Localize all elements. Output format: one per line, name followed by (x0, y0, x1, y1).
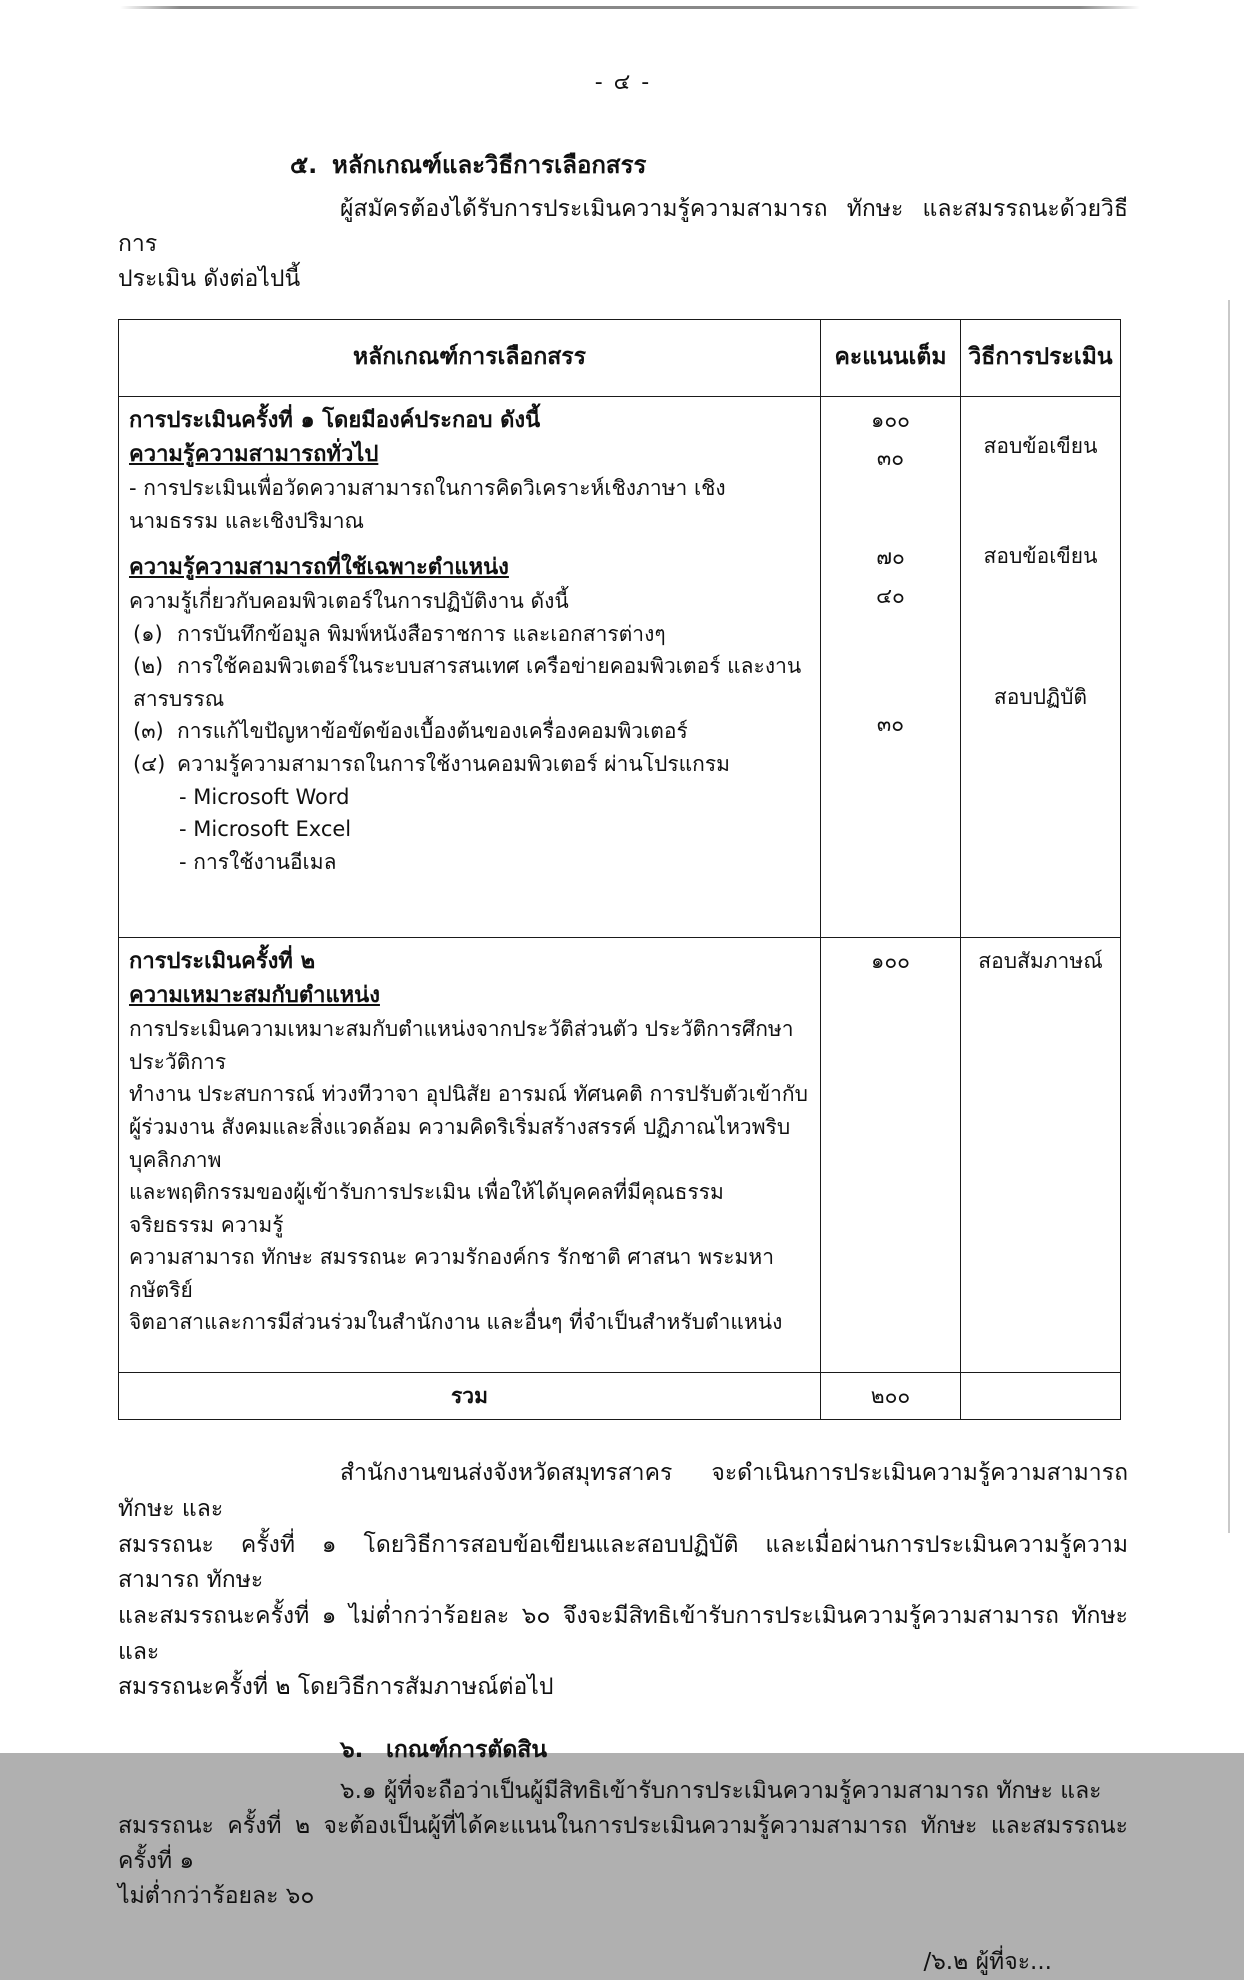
selection-criteria-table (118, 319, 1121, 1421)
round-2-heading: การประเมินครั้งที่ ๒ (129, 949, 316, 975)
round-2-body-line-2: ทำงาน ประสบการณ์ ท่วงทีวาจา อุปนิสัย อารมณ์ ทัศนคติ การปรับตัวเข้ากับ (129, 1082, 808, 1107)
section-6-title: เกณฑ์การตัดสิน (386, 1736, 548, 1763)
post-table-line-2: สมรรถนะ ครั้งที่ ๑ โดยวิธีการสอบข้อเขียนและสอบปฏิบัติ และเมื่อผ่านการประเมินความรู้ความสามารถ ทักษะ (118, 1531, 1128, 1594)
total-method-blank (961, 1372, 1121, 1420)
spacer (971, 573, 1110, 681)
round-1-sub1-body: - การประเมินเพื่อวัดความสามารถในการคิดวิเคราะห์เชิงภาษา เชิงนามธรรม และเชิงปริมาณ (129, 476, 726, 533)
round-1-heading: การประเมินครั้งที่ ๑ โดยมีองค์ประกอบ ดังนี้ (129, 407, 541, 433)
scan-artifact-right (1228, 300, 1230, 1533)
round-2-body-line-6: จิตอาสาและการมีส่วนร่วมในสำนักงาน และอื่นๆ ที่จำเป็นสำหรับตำแหน่ง (129, 1310, 783, 1335)
score-round-2: ๑๐๐ (871, 949, 910, 974)
section-5-intro (118, 192, 1128, 297)
item-text-1: การบันทึกข้อมูล พิมพ์หนังสือราชการ และเอกสารต่างๆ (177, 621, 666, 646)
score-practical: ๓๐ (876, 712, 905, 737)
header-score: คะแนนเต็ม (821, 319, 961, 396)
spacer (129, 1339, 810, 1365)
intro-line-1: ผู้สมัครต้องได้รับการประเมินความรู้ความสามารถ ทักษะ และสมรรถนะด้วยวิธีการ (118, 196, 1128, 257)
round-1-score-cell (821, 396, 961, 937)
round-2-score-cell (821, 938, 961, 1373)
intro-line-2: ประเมิน ดังต่อไปนี้ (118, 265, 301, 292)
score-computer-knowledge: ๔๐ (876, 583, 905, 608)
section-6-line-2: สมรรถนะ ครั้งที่ ๒ จะต้องเป็นผู้ที่ได้คะแนนในการประเมินความรู้ความสามารถ ทักษะ และสมรรถนะ ครั้งที่ ๑ (118, 1812, 1128, 1874)
item-marker-2: (๒) (133, 654, 164, 679)
round-1-item-2 (129, 650, 810, 715)
section-5-heading (118, 145, 1128, 184)
table-row-round-2 (119, 938, 1121, 1373)
round-1-item-4 (129, 748, 810, 781)
post-table-line-4: สมรรถนะครั้งที่ ๒ โดยวิธีการสัมภาษณ์ต่อไป (118, 1674, 554, 1701)
spacer (971, 462, 1110, 540)
round-1-item-3 (129, 715, 810, 748)
table-row-total (119, 1372, 1121, 1420)
item-marker-1: (๑) (133, 621, 163, 646)
spacer (129, 878, 810, 930)
total-label: รวม (119, 1372, 821, 1420)
round-2-sub-title: ความเหมาะสมกับตำแหน่ง (129, 983, 380, 1009)
round-2-body-line-1: การประเมินความเหมาะสมกับตำแหน่งจากประวัติส่วนตัว ประวัติการศึกษา ประวัติการ (129, 1017, 794, 1074)
section-5-number: ๕. (290, 151, 318, 179)
post-table-line-1: สำนักงานขนส่งจังหวัดสมุทรสาคร จะดำเนินการประเมินความรู้ความสามารถ ทักษะ และ (118, 1460, 1128, 1522)
spacer (971, 404, 1110, 430)
round-2-body-line-3: ผู้ร่วมงาน สังคมและสิ่งแวดล้อม ความคิดริเริ่มสร้างสรรค์ ปฏิภาณไหวพริบ บุคลิกภาพ (129, 1114, 791, 1172)
spacer (129, 537, 810, 551)
method-practical: สอบปฏิบัติ (993, 684, 1088, 709)
page-content (118, 64, 1128, 1980)
section-6-heading (118, 1732, 1128, 1768)
table-header-row (119, 319, 1121, 396)
method-written-2: สอบข้อเขียน (983, 544, 1098, 569)
round-2-body-line-5: ความสามารถ ทักษะ สมรรถนะ ความรักองค์กร รักชาติ ศาสนา พระมหากษัตริย์ (129, 1245, 775, 1302)
score-specific-knowledge: ๗๐ (876, 544, 905, 569)
item-text-4: ความรู้ความสามารถในการใช้งานคอมพิวเตอร์ ผ่านโปรแกรม (177, 751, 731, 776)
item-text-2: การใช้คอมพิวเตอร์ในระบบสารสนเทศ เครือข่ายคอมพิวเตอร์ และงานสารบรรณ (133, 654, 802, 711)
round-1-sub2-title: ความรู้ความสามารถที่ใช้เฉพาะตำแหน่ง (129, 555, 509, 581)
method-interview: สอบสัมภาษณ์ (978, 949, 1103, 974)
round-1-subitem-2: - Microsoft Excel (179, 817, 352, 842)
item-marker-4: (๔) (133, 751, 166, 776)
score-round-1-total: ๑๐๐ (871, 407, 910, 432)
item-text-3: การแก้ไขปัญหาข้อขัดข้องเบื้องต้นของเครื่องคอมพิวเตอร์ (177, 719, 688, 744)
scan-artifact-top (0, 6, 1244, 9)
round-2-body-line-4: และพฤติกรรมของผู้เข้ารับการประเมิน เพื่อให้ได้บุคคลที่มีคุณธรรม จริยธรรม ความรู้ (129, 1180, 724, 1237)
round-2-method-cell (961, 938, 1121, 1373)
round-1-sub2-body: ความรู้เกี่ยวกับคอมพิวเตอร์ในการปฏิบัติงาน ดังนี้ (129, 589, 569, 614)
header-method: วิธีการประเมิน (961, 319, 1121, 396)
section-6-body (118, 1774, 1128, 1914)
page-number: - ๔ - (594, 70, 652, 95)
total-score: ๒๐๐ (821, 1372, 961, 1420)
spacer (831, 612, 950, 708)
continuation-note: /๖.๒ ผู้ที่จะ... (923, 1948, 1052, 1975)
section-6-line-1: ๖.๑ ผู้ที่จะถือว่าเป็นผู้มีสิทธิเข้ารับการประเมินความรู้ความสามารถ ทักษะ และ (340, 1777, 1102, 1804)
header-criteria: หลักเกณฑ์การเลือกสรร (119, 319, 821, 396)
round-1-sub1-title: ความรู้ความสามารถทั่วไป (129, 441, 379, 467)
method-written-1: สอบข้อเขียน (983, 433, 1098, 458)
spacer (831, 475, 950, 541)
post-table-line-3: และสมรรถนะครั้งที่ ๑ ไม่ต่ำกว่าร้อยละ ๖๐ จึงจะมีสิทธิเข้ารับการประเมินความรู้ความสามารถ ทักษะ และ (118, 1602, 1128, 1665)
section-6-line-3: ไม่ต่ำกว่าร้อยละ ๖๐ (118, 1882, 315, 1909)
round-1-subitem-1: - Microsoft Word (179, 784, 350, 809)
round-1-subitem-3: - การใช้งานอีเมล (179, 849, 337, 874)
score-general-knowledge: ๓๐ (876, 446, 905, 471)
section-5-title: หลักเกณฑ์และวิธีการเลือกสรร (332, 151, 647, 179)
post-table-paragraph (118, 1456, 1128, 1705)
round-2-criteria-cell (119, 938, 821, 1373)
section-6-number: ๖. (340, 1736, 364, 1763)
round-1-method-cell (961, 396, 1121, 937)
item-marker-3: (๓) (133, 719, 164, 744)
round-1-item-1 (129, 618, 810, 651)
round-1-criteria-cell (119, 396, 821, 937)
table-row-round-1 (119, 396, 1121, 937)
